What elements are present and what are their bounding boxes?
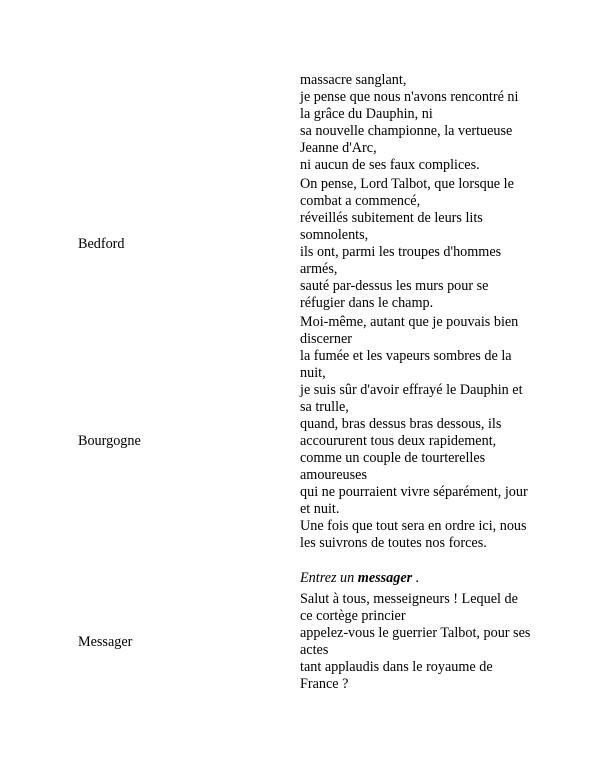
speech-line: quand, bras dessus bras dessous, ils accoururent tous deux rapidement, bbox=[300, 416, 502, 449]
speech-line: ni aucun de ses faux complices. bbox=[300, 157, 480, 173]
stage-direction-prefix: Entrez un bbox=[300, 570, 358, 586]
speech-line: je suis sûr d'avoir effrayé le Dauphin et sa trulle, bbox=[300, 382, 523, 415]
speech-line: la fumée et les vapeurs sombres de la nuit, bbox=[300, 348, 512, 381]
stage-direction bbox=[300, 570, 532, 587]
speech-line: qui ne pourraient vivre séparément, jour et nuit. bbox=[300, 484, 528, 517]
speech-line: sauté par-dessus les murs pour se réfugier dans le champ. bbox=[300, 278, 489, 311]
stage-direction-character: messager bbox=[357, 570, 413, 586]
speech-line: Moi-même, autant que je pouvais bien discerner bbox=[300, 314, 519, 347]
speech-line: appelez-vous le guerrier Talbot, pour ses actes bbox=[300, 625, 531, 658]
speech-line: Une fois que tout sera en ordre ici, nous les suivrons de toutes nos forces. bbox=[300, 518, 527, 551]
speaker-bourgogne: Bourgogne bbox=[78, 433, 141, 449]
speech-bourgogne bbox=[300, 314, 532, 552]
stage-direction-suffix: . bbox=[412, 570, 420, 586]
speech-line: je pense que nous n'avons rencontré ni la grâce du Dauphin, ni bbox=[300, 89, 519, 122]
speech-line: massacre sanglant, bbox=[300, 72, 407, 88]
speech-bedford bbox=[300, 176, 532, 312]
speech-line: comme un couple de tourterelles amoureuses bbox=[300, 450, 486, 483]
speaker-bedford: Bedford bbox=[78, 236, 125, 252]
speech-line: réveillés subitement de leurs lits somnolents, bbox=[300, 210, 483, 243]
speech-line: tant applaudis dans le royaume de France ? bbox=[300, 659, 493, 692]
speech-continuation bbox=[300, 72, 532, 174]
speech-line: On pense, Lord Talbot, que lorsque le combat a commencé, bbox=[300, 176, 514, 209]
speech-line: Salut à tous, messeigneurs ! Lequel de ce cortège princier bbox=[300, 591, 518, 624]
speech-line: ils ont, parmi les troupes d'hommes armés, bbox=[300, 244, 502, 277]
speaker-messager: Messager bbox=[78, 634, 133, 650]
speech-line: sa nouvelle championne, la vertueuse Jeanne d'Arc, bbox=[300, 123, 513, 156]
speech-messager bbox=[300, 591, 532, 693]
